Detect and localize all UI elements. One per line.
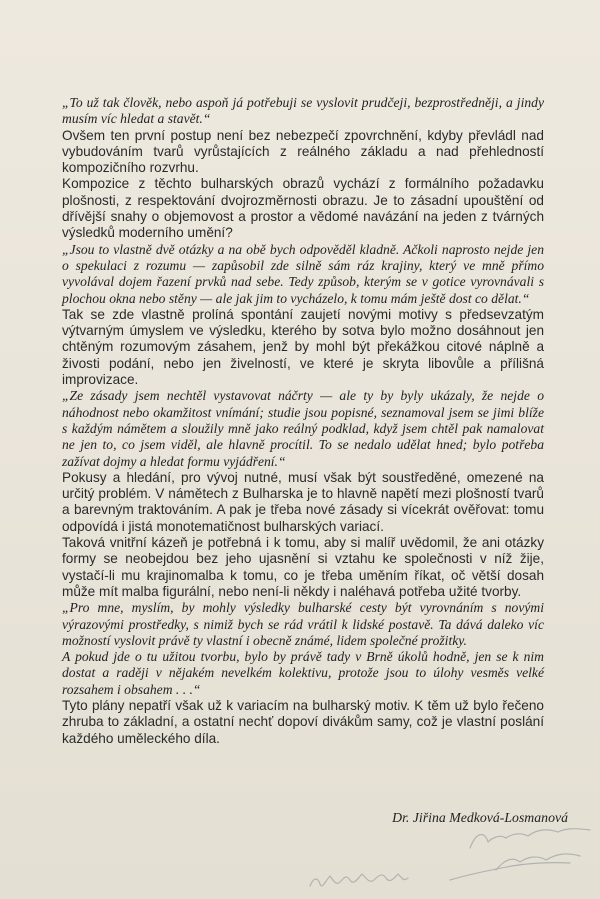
quote-paragraph-6: „Ze zásady jsem nechtěl vystavovat náčrty — ale ty by byly ukázaly, že nejde o náhodnost nebo okamžitost vnímání; studie jsou popisné, seznamoval jsem se jimi blíže s každým námětem a sloužily mně jako reálný podklad, když jsem chtěl pak namalovat ne jen to, co jsem viděl, ale hlavně procítil. To se nedalo udělat hned; bylo potřeba zažívat dojmy a hledat formu vyjádření.“ [62, 388, 544, 469]
quote-paragraph-4: „Jsou to vlastně dvě otázky a na obě bych odpověděl kladně. Ačkoli naprosto nejde jen o spekulaci z rozumu — zapůsobil zde silně sám ráz krajiny, který ve mně přímo vyvolával dojem řazení prvků nad sebe. Tedy způsob, kterým se v gotice vyrovnávali s plochou okna nebo stěny — ale jak jim to vycházelo, k tomu mám ještě dost co dělat.“ [62, 241, 544, 306]
paragraph-3: Kompozice z těchto bulharských obrazů vychází z formálního požadavku plošnosti, z respektování dvojrozměrnosti obrazu. Je to zásadní upouštění od dřívější snahy o objemovost a prostor a vědomé navázání na jeden z tvárných výsledků moderního umění? [62, 176, 544, 241]
paragraph-5: Tak se zde vlastně prolíná spontání zaujetí novými motivy s předsevzatým výtvarným úmyslem ve výsledku, kterého by sotva bylo možno dosáhnout jen chtěným rozumovým zásahem, jenž by mohl být překážkou citové náplně a živosti podání, nebo jen živelností, ve které je skryta libovůle a přílišná improvizace. [62, 306, 544, 388]
paragraph-2: Ovšem ten první postup není bez nebezpečí zpovrchnění, kdyby převládl nad vybudováním tvarů vyrůstajících z reálného základu a nad přehledností kompozičního rozvrhu. [62, 127, 544, 176]
quote-paragraph-10: A pokud jde o tu užitou tvorbu, bylo by právě tady v Brně úkolů hodně, jen se k nim dostat a raději v nějakém nevelkém kolektivu, protože jsou to úlohy vesměs velké rozsahem i obsahem . . .“ [62, 649, 544, 697]
paragraph-7: Pokusy a hledání, pro vývoj nutné, musí však být soustředěné, omezené na určitý problém. V námětech z Bulharska je to hlavně napětí mezi plošností tvarů a barevným traktováním. A pak je třeba nové zásady si vícekrát ověřovat: tomu odpovídá i jistá monotematičnost bulharských variací. [62, 469, 544, 534]
paragraph-11: Tyto plány nepatří však už k variacím na bulharský motiv. K těm už bylo řečeno zhruba to základní, a ostatní nechť dopoví divákům samy, což je vlastní poslání každého uměleckého díla. [62, 697, 544, 746]
paragraph-8: Taková vnitřní kázeň je potřebná i k tomu, aby si malíř uvědomil, že ani otázky formy se neobejdou bez jeho ujasnění si vztahu ke společnosti v níž žije, vystačí-li mu krajinomalba k tomu, co je třeba uměním říkat, oč větší dosah může mít malba figurální, nebo není-li někdy i naléhavá potřeba užité tvorby. [62, 535, 544, 599]
article-body [62, 95, 544, 747]
quote-paragraph-1: „To už tak člověk, nebo aspoň já potřebuji se vyslovit prudčeji, bezprostředněji, a jindy musím víc hledat a stavět.“ [62, 95, 544, 127]
pencil-annotation-icon [300, 808, 600, 899]
quote-paragraph-9: „Pro mne, myslím, by mohly výsledky bulharské cesty být vyrovnáním s novými výrazovými prostředky, s nimiž bych se rád vrátil k lidské postavě. Ta dává daleko víc možností vyslovit právě ty vlastní i obecně známé, lidem společné prožitky. [62, 600, 544, 648]
author-signature: Dr. Jiřina Medková-Losmanová [392, 810, 568, 825]
